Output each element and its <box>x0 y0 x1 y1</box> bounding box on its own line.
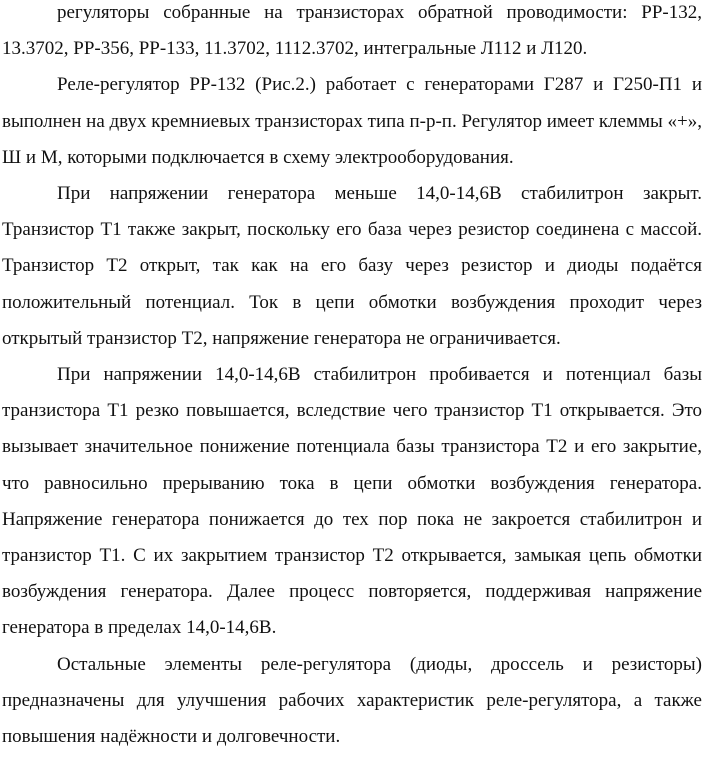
paragraph-rr132-description: Реле-регулятор РР-132 (Рис.2.) работает с генераторами Г287 и Г250-П1 и выполнен на двух кремниевых транзисторах типа п-р-п. Регулятор имеет клеммы «+», Ш и М, которыми подключается в схему электрооборудования. <box>2 74 702 168</box>
paragraph-regulator-list: регуляторы собранные на транзисторах обратной проводимости: РР-132, 13.3702, РР-356, РР-133, 11.3702, 1112.3702, интегральные Л112 и Л120. <box>2 2 702 60</box>
paragraph-other-elements: Остальные элементы реле-регулятора (диоды, дроссель и резисторы) предназначены для улучшения рабочих характеристик реле-регулятора, а также повышения надёжности и долговечности. <box>2 653 702 748</box>
paragraph-low-voltage-operation: При напряжении генератора меньше 14,0-14,6В стабилитрон закрыт. Транзистор Т1 также закрыт, поскольку его база через резистор соединена с массой. Транзистор Т2 открыт, так как на его базу через резистор и диоды подаётся положительный потенциал. Ток в цепи обмотки возбуждения проходит через открытый транзистор Т2, напряжение генератора не ограничивается. <box>2 183 702 349</box>
paragraph-high-voltage-operation: При напряжении 14,0-14,6В стабилитрон пробивается и потенциал базы транзистора Т1 резко повышается, вследствие чего транзистор Т1 открывается. Это вызывает значительное понижение потенциала базы транзистора Т2 и его закрытие, что равносильно прерыванию тока в цепи обмотки возбуждения генератора. Напряжение генератора понижается до тех пор пока не закроется стабилитрон и транзистор Т1. С их закрытием транзистор Т2 открывается, замыкая цепь обмотки возбуждения генератора. Далее процесс повторяется, поддерживая напряжение генератора в пределах 14,0-14,6В. <box>2 364 702 639</box>
